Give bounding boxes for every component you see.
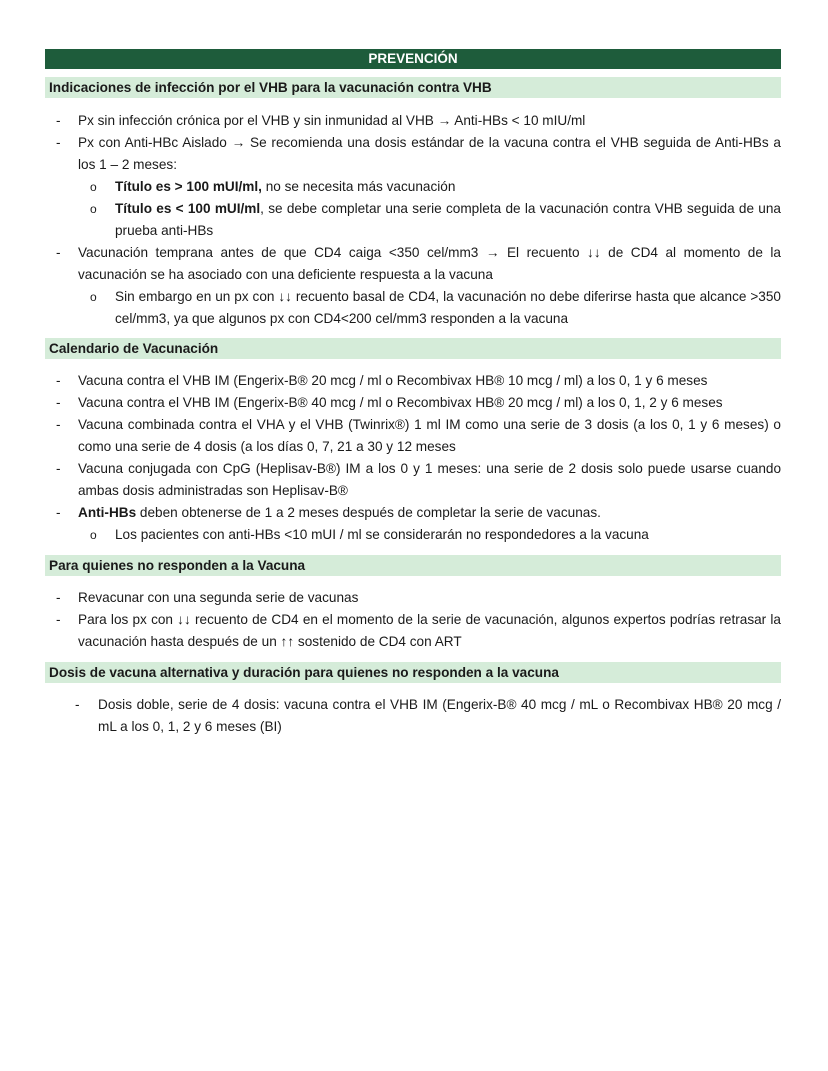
list-item: - Dosis doble, serie de 4 dosis: vacuna contra el VHB IM (Engerix-B® 40 mcg / mL o Recombivax HB® 20 mcg / mL a los 0, 1, 2 y 6 meses (BI) — [45, 694, 781, 738]
dash-bullet: - — [56, 505, 61, 520]
circle-bullet: o — [90, 528, 97, 542]
list-item: - Px con Anti-HBc Aislado → Se recomienda una dosis estándar de la vacuna contra el VHB seguida de Anti-HBs a los 1 – 2 meses: — [45, 132, 781, 176]
no-responden-list — [45, 587, 781, 653]
circle-bullet: o — [90, 202, 97, 216]
dash-bullet: - — [56, 612, 61, 627]
sub-list-item: o Los pacientes con anti-HBs <10 mUI / ml se considerarán no respondedores a la vacuna — [45, 524, 781, 546]
list-item: - Anti-HBs deben obtenerse de 1 a 2 meses después de completar la serie de vacunas. — [45, 502, 781, 524]
list-item: - Revacunar con una segunda serie de vacunas — [45, 587, 781, 609]
dash-bullet: - — [56, 417, 61, 432]
section-calendario-header: Calendario de Vacunación — [45, 338, 781, 359]
list-item: - Vacuna conjugada con CpG (Heplisav-B®) IM a los 0 y 1 meses: una serie de 2 dosis solo puede usarse cuando ambas dosis administradas son Heplisav-B® — [45, 458, 781, 502]
list-item: - Vacuna contra el VHB IM (Engerix-B® 20 mcg / ml o Recombivax HB® 10 mcg / ml) a los 0, 1 y 6 meses — [45, 370, 781, 392]
dash-bullet: - — [56, 245, 61, 260]
list-item: - Vacuna combinada contra el VHA y el VHB (Twinrix®) 1 ml IM como una serie de 3 dosis (a los 0, 1 y 6 meses) o como una serie de 4 dosis (a los días 0, 7, 21 a 30 y 12 meses — [45, 414, 781, 458]
dash-bullet: - — [56, 395, 61, 410]
dash-bullet: - — [56, 135, 61, 150]
section-indicaciones-header: Indicaciones de infección por el VHB para la vacunación contra VHB — [45, 77, 781, 98]
list-item: - Para los px con ↓↓ recuento de CD4 en el momento de la serie de vacunación, algunos expertos podrías retrasar la vacunación hasta después de un ↑↑ sostenido de CD4 con ART — [45, 609, 781, 653]
list-item: - Vacunación temprana antes de que CD4 caiga <350 cel/mm3 → El recuento ↓↓ de CD4 al momento de la vacunación se ha asociado con una deficiente respuesta a la vacuna — [45, 242, 781, 286]
dosis-alternativa-list — [45, 694, 781, 738]
sub-list-item: o Título es < 100 mUI/ml, se debe completar una serie completa de la vacunación contra VHB seguida de una prueba anti-HBs — [45, 198, 781, 242]
prevencion-banner: PREVENCIÓN — [45, 49, 781, 69]
circle-bullet: o — [90, 180, 97, 194]
section-no-responden-header: Para quienes no responden a la Vacuna — [45, 555, 781, 576]
indicaciones-list — [45, 110, 781, 330]
sub-list-item: o Título es > 100 mUI/ml, no se necesita más vacunación — [45, 176, 781, 198]
list-item: - Vacuna contra el VHB IM (Engerix-B® 40 mcg / ml o Recombivax HB® 20 mcg / ml) a los 0, 1, 2 y 6 meses — [45, 392, 781, 414]
calendario-list — [45, 370, 781, 546]
dash-bullet: - — [56, 373, 61, 388]
circle-bullet: o — [90, 290, 97, 304]
section-dosis-alternativa-header: Dosis de vacuna alternativa y duración para quienes no responden a la vacuna — [45, 662, 781, 683]
dash-bullet: - — [56, 590, 61, 605]
dash-bullet: - — [75, 697, 80, 712]
dash-bullet: - — [56, 113, 61, 128]
sub-list-item: o Sin embargo en un px con ↓↓ recuento basal de CD4, la vacunación no debe diferirse hasta que alcance >350 cel/mm3, ya que algunos px con CD4<200 cel/mm3 responden a la vacuna — [45, 286, 781, 330]
list-item: - Px sin infección crónica por el VHB y sin inmunidad al VHB → Anti-HBs < 10 mIU/ml — [45, 110, 781, 132]
dash-bullet: - — [56, 461, 61, 476]
